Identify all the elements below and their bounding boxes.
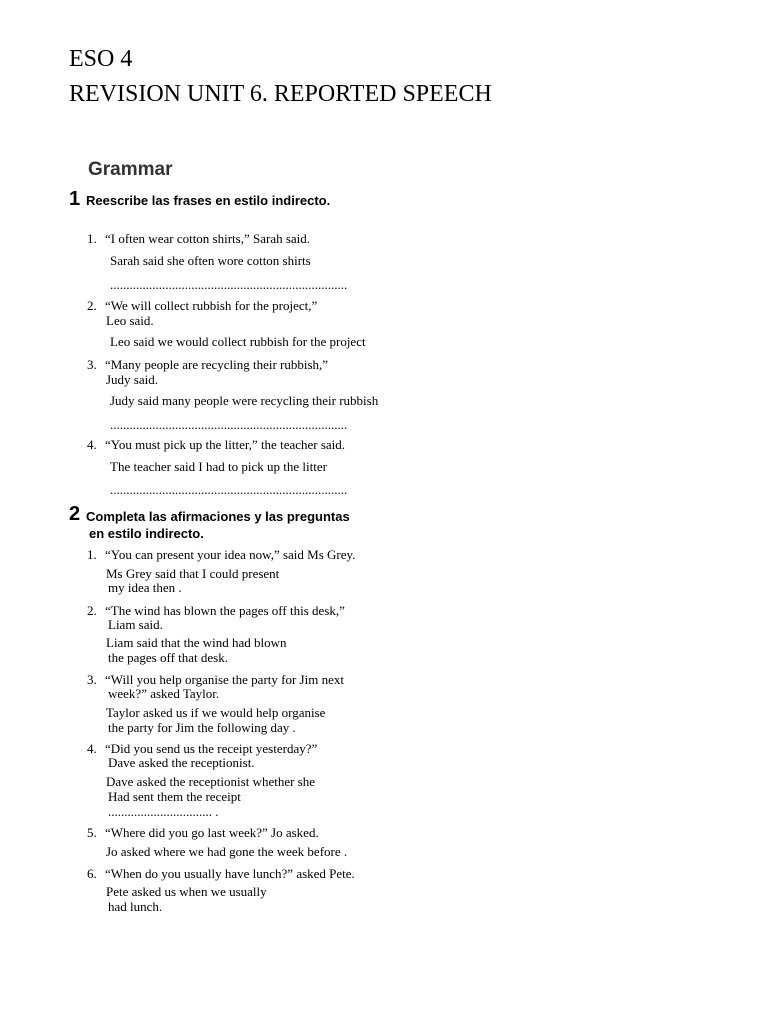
item-prompt: “I often wear cotton shirts,” Sarah said. <box>105 231 311 246</box>
item-prompt: “Where did you go last week?” Jo asked. <box>105 825 319 840</box>
item-prompt: Liam said. <box>108 617 163 632</box>
item-prompt: Dave asked the receptionist. <box>108 755 255 770</box>
item-number: 2. <box>87 603 97 618</box>
course-label: ESO 4 <box>69 46 133 72</box>
section-title: Grammar <box>88 159 173 180</box>
item-prompt: Judy said. <box>106 372 158 387</box>
answer-dots: ......................................................................... <box>110 482 348 497</box>
item-answer: Ms Grey said that I could present <box>106 566 280 581</box>
item-answer: Judy said many people were recycling their rubbish <box>110 393 379 408</box>
item-answer: Dave asked the receptionist whether she <box>106 774 316 789</box>
item-number: 1. <box>87 231 97 246</box>
item-number: 6. <box>87 866 97 881</box>
item-answer: The teacher said I had to pick up the litter <box>110 459 327 474</box>
item-answer: Jo asked where we had gone the week before . <box>106 844 348 859</box>
item-number: 3. <box>87 672 97 687</box>
item-answer: Sarah said she often wore cotton shirts <box>110 253 311 268</box>
exercise-1-instruction: Reescribe las frases en estilo indirecto. <box>86 193 331 208</box>
item-prompt: week?” asked Taylor. <box>108 686 220 701</box>
item-prompt: “You must pick up the litter,” the teacher said. <box>105 437 346 452</box>
item-prompt: “You can present your idea now,” said Ms Grey. <box>105 547 356 562</box>
exercise-2-instruction: en estilo indirecto. <box>89 526 204 541</box>
item-number: 4. <box>87 437 97 452</box>
item-answer: Taylor asked us if we would help organise <box>106 705 326 720</box>
exercise-2-instruction: Completa las afirmaciones y las preguntas <box>86 509 350 524</box>
item-prompt: “The wind has blown the pages off this desk,” <box>105 603 345 618</box>
item-number: 1. <box>87 547 97 562</box>
item-answer: Liam said that the wind had blown <box>106 635 287 650</box>
exercise-2-number: 2 <box>69 503 81 525</box>
exercise-1-number: 1 <box>69 188 81 210</box>
item-number: 5. <box>87 825 97 840</box>
item-answer: Pete asked us when we usually <box>106 884 267 899</box>
item-prompt: “Did you send us the receipt yesterday?” <box>105 741 318 756</box>
item-answer: the pages off that desk. <box>108 650 228 665</box>
answer-dots: ................................ . <box>108 804 219 819</box>
item-answer: the party for Jim the following day . <box>108 720 296 735</box>
item-prompt: “Many people are recycling their rubbish,” <box>105 357 329 372</box>
answer-dots: ......................................................................... <box>110 417 348 432</box>
page-title: REVISION UNIT 6. REPORTED SPEECH <box>69 81 492 107</box>
item-prompt: “We will collect rubbish for the project,” <box>105 298 318 313</box>
answer-dots: ......................................................................... <box>110 277 348 292</box>
item-answer: had lunch. <box>108 899 163 914</box>
item-number: 2. <box>87 298 97 313</box>
item-answer: my idea then . <box>108 580 182 595</box>
item-answer: Leo said we would collect rubbish for the project <box>110 334 366 349</box>
item-prompt: “When do you usually have lunch?” asked Pete. <box>105 866 355 881</box>
item-number: 3. <box>87 357 97 372</box>
item-answer: Had sent them the receipt <box>108 789 241 804</box>
item-number: 4. <box>87 741 97 756</box>
item-prompt: Leo said. <box>106 313 154 328</box>
item-prompt: “Will you help organise the party for Jim next <box>105 672 344 687</box>
